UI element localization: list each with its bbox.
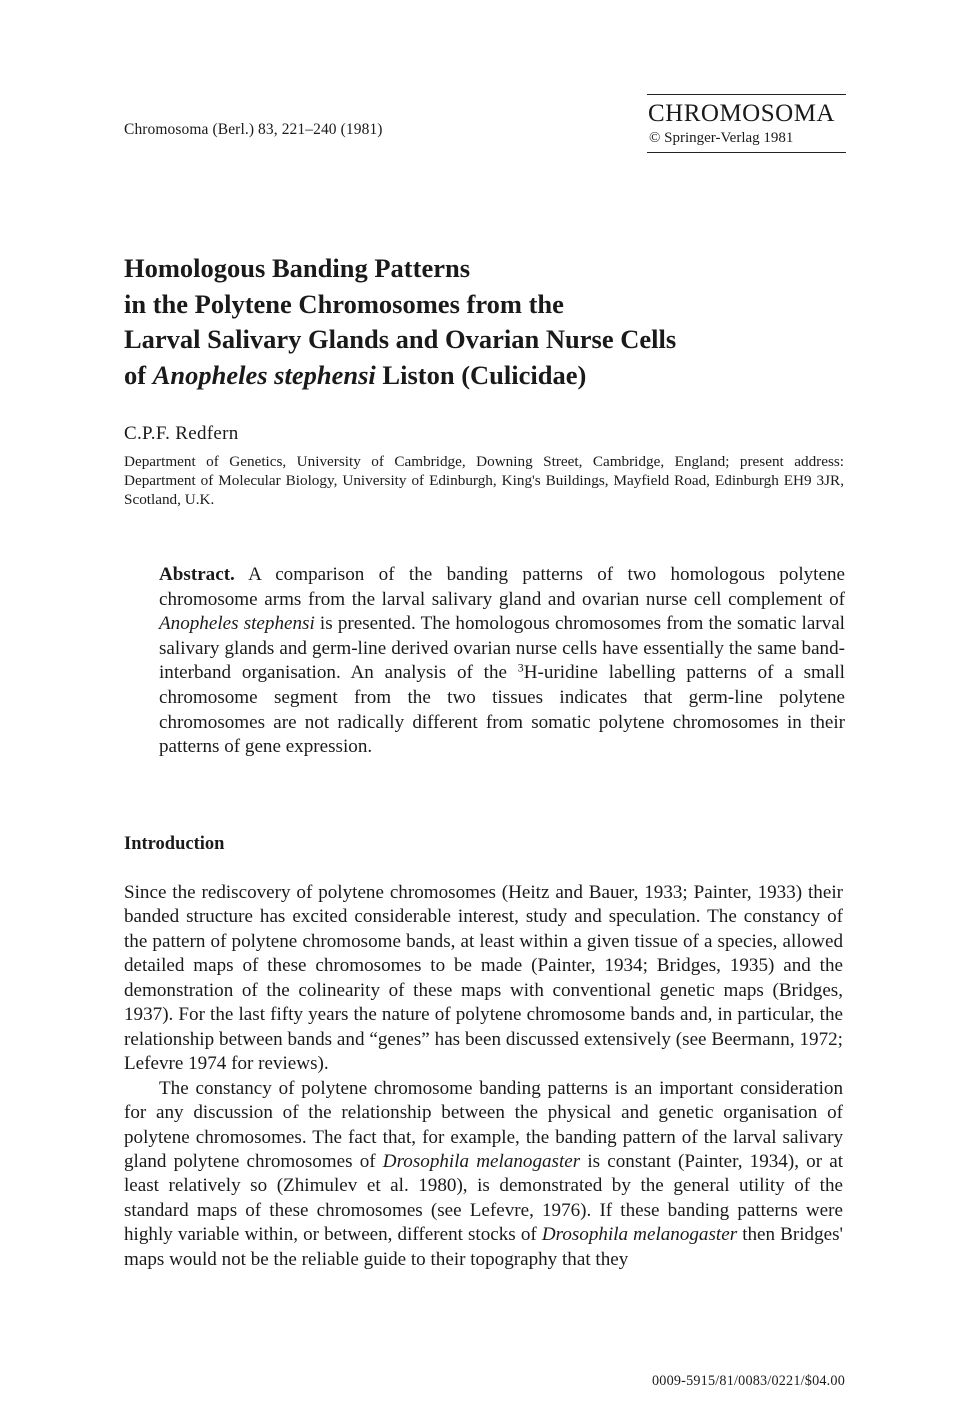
journal-masthead (647, 94, 846, 153)
para2-text-c: then Bridges' maps would not be the reliable guide to their topography that they (124, 1224, 843, 1270)
author-name: C.P.F. Redfern (124, 423, 239, 444)
intro-paragraph-2 (124, 1077, 843, 1273)
abstract-text-a: A comparison of the banding patterns of two homologous polytene chromosome arms from the larval salivary gland and ovarian nurse cell complement of (159, 564, 845, 610)
introduction-body (124, 881, 843, 1272)
author-affiliation: Department of Genetics, University of Cambridge, Downing Street, Cambridge, England; present address: Department of Molecular Biology, University of Edinburgh, King's Buildings, Mayfield Road, Edinburgh EH9 3JR, Scotland, U.K. (124, 453, 844, 508)
title-line-3: Larval Salivary Glands and Ovarian Nurse Cells (124, 324, 677, 354)
journal-citation: Chromosoma (Berl.) 83, 221–240 (1981) (124, 121, 383, 138)
para2-species-2: Drosophila melanogaster (541, 1224, 738, 1246)
abstract-species: Anopheles stephensi (159, 613, 315, 635)
journal-name: CHROMOSOMA (648, 100, 835, 127)
article-code: 0009-5915/81/0083/0221/$04.00 (652, 1373, 845, 1389)
para2-text-a: The constancy of polytene chromosome banding patterns is an important consideration for any discussion of the relationship between the physical and genetic organisation of polytene chromosomes. The fact that, for example, the banding pattern of the larval salivary gland polytene chromosomes of (124, 1077, 843, 1172)
publisher-line: © Springer-Verlag 1981 (649, 130, 794, 146)
title-line-4-prefix: of (124, 359, 153, 390)
para2-text-b: is constant (Painter, 1934), or at least relatively so (Zhimulev et al. 1980), is demonstrated by the general utility of the standard maps of these chromosomes (see Lefevre, 1976). If these banding patterns were highly variable within, or between, different stocks of (124, 1150, 843, 1246)
section-heading-introduction: Introduction (124, 834, 225, 854)
title-line-2: in the Polytene Chromosomes from the (124, 288, 564, 319)
title-line-1: Homologous Banding Patterns (124, 253, 471, 283)
title-species-name: Anopheles stephensi (152, 359, 376, 390)
abstract-text-c: H-uridine labelling patterns of a small chromosome segment from the two tissues indicates that germ-line polytene chromosomes are not radically different from somatic polytene chromosomes in their patterns of gene expression. (159, 662, 845, 758)
isotope-superscript: 3 (517, 660, 524, 675)
abstract (159, 563, 845, 760)
abstract-label: Abstract. (159, 564, 235, 585)
abstract-text-b: is presented. The homologous chromosomes from the somatic larval salivary glands and germ-line derived ovarian nurse cells have essentially the same band-interband organisation. An analysis of the (159, 613, 845, 684)
para2-species-1: Drosophila melanogaster (382, 1150, 581, 1172)
paper-title (124, 251, 864, 393)
intro-paragraph-1: Since the rediscovery of polytene chromosomes (Heitz and Bauer, 1933; Painter, 1933) their banded structure has excited considerable interest, study and speculation. The constancy of the pattern of polytene chromosome bands, at least within a given tissue of a species, allowed detailed maps of these chromosomes to be made (Painter, 1934; Bridges, 1935) and the demonstration of the colinearity of these maps with conventional genetic maps (Bridges, 1937). For the last fifty years the nature of polytene chromosome bands and, in particular, the relationship between bands and “genes” has been discussed extensively (see Beermann, 1972; Lefevre 1974 for reviews). (124, 882, 843, 1075)
title-line-4-suffix: Liston (Culicidae) (375, 359, 587, 390)
title-line-4 (124, 358, 864, 394)
